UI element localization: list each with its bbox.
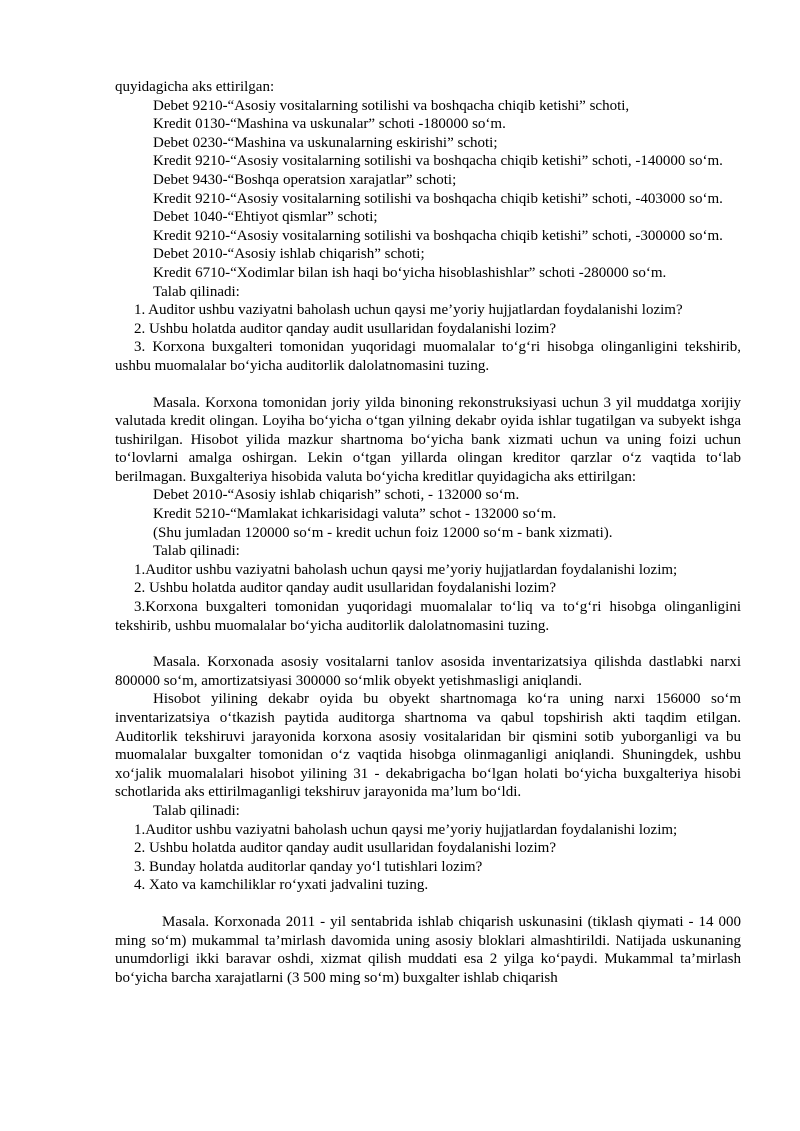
requirement-label: Talab qilinadi: (153, 543, 240, 560)
requirement-label: Talab qilinadi: (153, 283, 240, 300)
task-item: 3. Bunday holatda auditorlar qanday yo‘l tutishlari lozim? (134, 858, 483, 875)
task-item: 4. Xato va kamchiliklar ro‘yxati jadvalini tuzing. (134, 877, 429, 894)
task-item: 3. Korxona buxgalteri tomonidan yuqoridagi muomalalar to‘g‘ri hisobga olinganligini tekshirib, ushbu muomalalar bo‘yicha auditorlik dalolatnomasini tuzing. (115, 339, 741, 374)
entry-line: Debet 1040-“Ehtiyot qismlar” schoti; (153, 209, 378, 226)
task-item: 1.Auditor ushbu vaziyatni baholash uchun qaysi me’yoriy hujjatlardan foydalanishi lozim; (134, 821, 678, 838)
problem-intro: Masala. Korxona tomonidan joriy yilda binoning rekonstruksiyasi uchun 3 yil muddatga xorijiy valutada kredit olingan. Loyiha bo‘yicha o‘tgan yilning dekabr oyida ishlar tugatilgan va subyekt ishga tushirilgan. Hisobot yilida mazkur shartnoma bo‘yicha bank xizmati uchun va uning foizi uchun to‘lovlarni amalga oshirgan. Lekin o‘tgan yillarda olingan kreditor qarzlar o‘z vaqtida to‘lab berilmagan. Buxgalteriya hisobida valuta bo‘yicha kreditlar quyidagicha aks ettirilgan: (115, 394, 741, 485)
task-item: 1. Auditor ushbu vaziyatni baholash uchun qaysi me’yoriy hujjatlardan foydalanishi lozim? (134, 302, 683, 319)
entry-line: Debet 9210-“Asosiy vositalarning sotilishi va boshqacha chiqib ketishi” schoti, (153, 97, 630, 114)
entry-line: Kredit 0130-“Mashina va uskunalar” schoti -180000 so‘m. (153, 116, 506, 133)
entry-line: (Shu jumladan 120000 so‘m - kredit uchun foiz 12000 so‘m - bank xizmati). (153, 524, 613, 541)
paragraph: Hisobot yilining dekabr oyida bu obyekt shartnomaga ko‘ra uning narxi 156000 so‘m inventarizatsiya o‘tkazish paytida auditorga shartnoma va qabul topshirish akti taqdim etilgan. Auditorlik tekshiruvi jarayonida korxona asosiy vositalaridan bir qismini sotib yuborganligi va bu muomalalar buxgalter tomonidan o‘z vaqtida hisobga olinmaganligi aniqlandi. Shuningdek, ushbu xo‘jalik muomalalari hisobot yilining 31 - dekabrigacha bo‘lgan holati bo‘yicha buxgalteriya hisobi schotlarida aks ettirilmaganligi tekshiruv jarayonida ma’lum bo‘ldi. (115, 691, 741, 801)
task-item: 2. Ushbu holatda auditor qanday audit usullaridan foydalanishi lozim? (134, 580, 556, 597)
entry-line: Kredit 9210-“Asosiy vositalarning sotilishi va boshqacha chiqib ketishi” schoti, -140000 so‘m. (153, 153, 723, 170)
task-item: 2. Ushbu holatda auditor qanday audit usullaridan foydalanishi lozim? (134, 840, 556, 857)
task-item: 3.Korxona buxgalteri tomonidan yuqoridagi muomalalar to‘liq va to‘g‘ri hisobga olinganligini tekshirib, ushbu muomalalar bo‘yicha auditorlik dalolatnomasini tuzing. (115, 599, 741, 634)
task-item: 2. Ushbu holatda auditor qanday audit usullaridan foydalanishi lozim? (134, 320, 556, 337)
entry-line: Debet 2010-“Asosiy ishlab chiqarish” schoti, - 132000 so‘m. (153, 487, 520, 504)
requirement-label: Talab qilinadi: (153, 802, 240, 819)
entry-line: Kredit 6710-“Xodimlar bilan ish haqi bo‘yicha hisoblashishlar” schoti -280000 so‘m. (153, 264, 667, 281)
document-page (115, 78, 741, 987)
entry-line: Kredit 5210-“Mamlakat ichkarisidagi valuta” schot - 132000 so‘m. (153, 506, 557, 523)
entry-line: Kredit 9210-“Asosiy vositalarning sotilishi va boshqacha chiqib ketishi” schoti, -300000 so‘m. (153, 227, 723, 244)
problem-intro: Masala. Korxonada asosiy vositalarni tanlov asosida inventarizatsiya qilishda dastlabki narxi 800000 so‘m, amortizatsiyasi 300000 so‘mlik obyekt yetishmasligi aniqlandi. (115, 654, 741, 689)
task-item: 1.Auditor ushbu vaziyatni baholash uchun qaysi me’yoriy hujjatlardan foydalanishi lozim; (134, 561, 678, 578)
paragraph: quyidagicha aks ettirilgan: (115, 79, 275, 95)
entry-line: Kredit 9210-“Asosiy vositalarning sotilishi va boshqacha chiqib ketishi” schoti, -403000 so‘m. (153, 190, 723, 207)
entry-line: Debet 0230-“Mashina va uskunalarning eskirishi” schoti; (153, 134, 498, 151)
entry-line: Debet 2010-“Asosiy ishlab chiqarish” schoti; (153, 246, 425, 263)
problem-intro: Masala. Korxonada 2011 - yil sentabrida ishlab chiqarish uskunasini (tiklash qiymati - 14 000 ming so‘m) mukammal ta’mirlash davomida uning asosiy bloklari almashtirildi. Natijada uskunaning unumdorligi ikki baravar oshdi, xizmat qilish muddati esa 2 yilga ko‘paydi. Mukammal ta’mirlash bo‘yicha barcha xarajatlarni (3 500 ming so‘m) buxgalter ishlab chiqarish (115, 913, 741, 986)
entry-line: Debet 9430-“Boshqa operatsion xarajatlar” schoti; (153, 171, 457, 188)
